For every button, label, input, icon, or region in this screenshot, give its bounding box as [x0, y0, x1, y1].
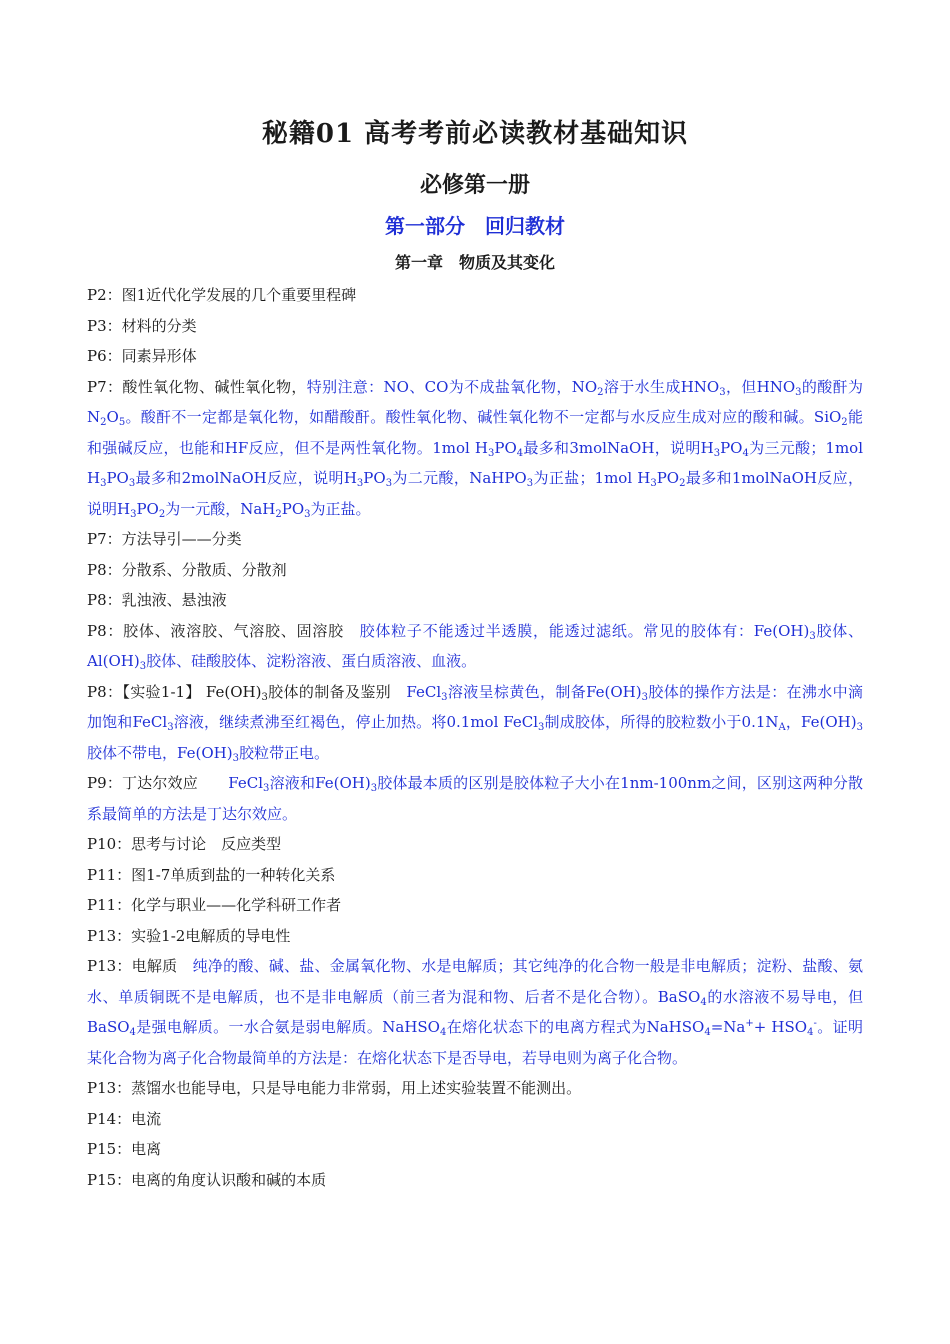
highlight-text: ，但HNO — [725, 377, 796, 396]
highlight-text: 3 — [713, 447, 721, 459]
highlight-text: =Na — [710, 1018, 746, 1036]
text-run: P15：电离的角度认识酸和碱的本质 — [87, 1170, 327, 1189]
text-run: P8：【实验1-1】 Fe(OH) — [87, 682, 262, 701]
text-run: 胶体的制备及鉴别 — [267, 682, 407, 701]
highlight-text: 2 — [158, 508, 166, 520]
highlight-text: PO — [106, 469, 129, 487]
text-run: P15：电离 — [87, 1140, 162, 1158]
highlight-text: ，Fe(OH) — [785, 713, 857, 731]
highlight-text: 胶体粒子不能透过半透膜，能透过滤纸。常见的胶体有：Fe(OH) — [359, 621, 810, 640]
highlight-text: 3 — [441, 691, 448, 703]
text-run: P8：胶体、液溶胶、气溶胶、固溶胶 — [87, 621, 360, 640]
highlight-text: 为一元酸，NaH — [165, 499, 276, 518]
highlight-text: 4 — [700, 996, 707, 1008]
highlight-text: 最多和3molNaOH，说明H — [523, 438, 714, 457]
highlight-text: 3 — [809, 630, 816, 642]
paragraph — [87, 341, 863, 372]
highlight-text: 溶液呈棕黄色，制备Fe(OH) — [447, 682, 642, 701]
highlight-text: 胶体、Al(OH) — [87, 621, 863, 670]
paragraph — [87, 1134, 863, 1165]
paragraph — [87, 860, 863, 891]
text-run: P13：蒸馏水也能导电，只是导电能力非常弱，用上述实验装置不能测出。 — [87, 1079, 582, 1097]
paragraph — [87, 768, 863, 829]
highlight-text: + — [745, 1018, 754, 1029]
highlight-text: 能和强碱反应，也能和HF反应，但不是两性氧化物。1mol H — [87, 408, 863, 457]
highlight-text: 3 — [370, 783, 378, 794]
part-heading: 第一部分 回归教材 — [385, 214, 565, 238]
highlight-text: A — [778, 722, 786, 733]
paragraph — [87, 372, 863, 525]
highlight-text: 3 — [538, 722, 545, 733]
highlight-text: 4 — [516, 447, 524, 459]
highlight-text: 3 — [385, 478, 393, 489]
highlight-text: 在熔化状态下的电离方程式为NaHSO — [446, 1018, 705, 1036]
text-run: 3 — [261, 691, 268, 703]
highlight-text: 3 — [795, 386, 802, 398]
highlight-text: 为正盐；1mol H — [533, 469, 651, 487]
text-run: P8：乳浊液、悬浊液 — [87, 591, 227, 609]
text-run: P3：材料的分类 — [87, 316, 197, 335]
highlight-text: 2 — [841, 417, 848, 428]
paragraph — [87, 585, 863, 616]
highlight-text: 5 — [118, 417, 126, 428]
highlight-text: 4 — [129, 1027, 136, 1038]
highlight-text: 4 — [439, 1027, 447, 1038]
highlight-text: 2 — [597, 386, 604, 398]
highlight-text: PO — [656, 469, 680, 487]
highlight-text: PO — [363, 469, 386, 487]
document-subtitle: 必修第一册 — [419, 172, 530, 198]
highlight-text: 3 — [719, 386, 726, 398]
highlight-text: 2 — [275, 508, 282, 520]
highlight-text: 2 — [679, 478, 686, 489]
text-run: P2：图1近代化学发展的几个重要里程碑 — [87, 286, 357, 304]
highlight-text: 溶液，继续煮沸至红褐色，停止加热。将0.1mol FeCl — [173, 713, 539, 731]
highlight-text: 为正盐。 — [310, 499, 371, 518]
paragraph — [87, 1073, 863, 1104]
highlight-text: PO — [494, 438, 517, 457]
text-run: P11：化学与职业——化学科研工作者 — [87, 896, 342, 914]
highlight-text: 最多和2molNaOH反应，说明H — [135, 469, 357, 487]
paragraph — [87, 311, 863, 342]
paragraph — [87, 1165, 863, 1196]
highlight-text: 的水溶液不易导电，但BaSO — [87, 987, 863, 1036]
highlight-text: 4 — [807, 1027, 814, 1038]
paragraph — [87, 280, 863, 311]
highlight-text: 特别注意：NO、CO为不成盐氧化物，NO — [306, 377, 598, 396]
highlight-text: 3 — [130, 508, 137, 520]
highlight-text: 。酸酐不一定都是氧化物，如醋酸酐。酸性氧化物、碱性氧化物不一定都与水反应生成对应的酸和碱。SiO — [125, 408, 842, 426]
highlight-text: PO — [136, 499, 159, 518]
text-run: P10：思考与讨论 反应类型 — [87, 835, 282, 853]
highlight-text: 3 — [167, 722, 174, 733]
paragraph — [87, 1104, 863, 1135]
highlight-text: 胶体最本质的区别是胶体粒子大小在1nm-100nm之间，区别这两种分散系最简单的方法是丁达尔效应。 — [87, 774, 863, 823]
highlight-text: + HSO — [753, 1018, 808, 1036]
highlight-text: 3 — [856, 722, 863, 733]
highlight-text: - — [813, 1018, 817, 1029]
highlight-text: 胶体、硅酸胶体、淀粉溶液、蛋白质溶液、血液。 — [146, 652, 477, 670]
text-run: P8：分散系、分散质、分散剂 — [87, 560, 287, 579]
highlight-text: 4 — [704, 1027, 711, 1038]
text-run: P7：方法导引——分类 — [87, 530, 242, 548]
paragraph — [87, 616, 863, 677]
highlight-text: FeCl — [406, 682, 442, 701]
paragraph — [87, 921, 863, 952]
highlight-text: 溶于水生成HNO — [603, 377, 720, 396]
text-run: P13：电解质 — [87, 957, 193, 975]
text-run: P7：酸性氧化物、碱性氧化物， — [87, 377, 307, 396]
highlight-text: 胶体不带电，Fe(OH) — [87, 743, 233, 762]
text-run: P14：电流 — [87, 1109, 162, 1128]
highlight-text: 3 — [650, 478, 657, 489]
highlight-text: 的酸酐为N — [87, 377, 863, 426]
paragraph — [87, 951, 863, 1073]
highlight-text: 纯净的酸、碱、盐、金属氧化物、水是电解质；其它纯净的化合物一般是非电解质；淀粉、盐酸、氨水、单质铜既不是电解质，也不是非电解质（前三者为混和物、后者不是化合物）。BaSO — [87, 957, 863, 1006]
highlight-text: PO — [281, 499, 305, 518]
highlight-text: 3 — [641, 691, 648, 703]
document-title: 秘籍01 高考考前必读教材基础知识 — [261, 119, 689, 149]
highlight-text: 为二元酸，NaHPO — [392, 469, 527, 487]
text-run: P13：实验1-2电解质的导电性 — [87, 926, 291, 945]
highlight-text: 3 — [488, 447, 495, 459]
highlight-text: 最多和1molNaOH反应，说明H — [87, 469, 864, 518]
highlight-text: 2 — [100, 417, 107, 428]
text-run: P11：图1-7单质到盐的一种转化关系 — [87, 865, 336, 884]
highlight-text: FeCl — [228, 774, 264, 792]
body-content — [87, 280, 863, 1195]
text-run: P6：同素异形体 — [87, 347, 197, 365]
highlight-text: 是强电解质。一水合氨是弱电解质。NaHSO — [135, 1018, 440, 1036]
highlight-text: 。证明某化合物为离子化合物最简单的方法是：在熔化状态下是否导电，若导电则为离子化合物。 — [87, 1018, 863, 1067]
highlight-text: 3 — [526, 478, 534, 489]
highlight-text: 3 — [263, 783, 270, 794]
paragraph — [87, 555, 863, 586]
paragraph — [87, 524, 863, 555]
highlight-text: 3 — [128, 478, 136, 489]
highlight-text: 为三元酸；1mol H — [87, 438, 863, 487]
paragraph — [87, 829, 863, 860]
highlight-text: 3 — [356, 478, 364, 489]
text-run: P9：丁达尔效应 — [87, 774, 229, 792]
highlight-text: 胶粒带正电。 — [238, 743, 329, 762]
highlight-text: 3 — [139, 661, 147, 672]
highlight-text: PO — [720, 438, 743, 457]
highlight-text: 溶液和Fe(OH) — [269, 774, 371, 792]
paragraph — [87, 677, 863, 769]
highlight-text: 3 — [304, 508, 311, 520]
chapter-heading: 第一章 物质及其变化 — [394, 253, 555, 272]
highlight-text: 胶体的操作方法是：在沸水中滴加饱和FeCl — [87, 682, 863, 731]
highlight-text: 4 — [742, 447, 749, 459]
highlight-text: O — [106, 408, 119, 426]
highlight-text: 制成胶体，所得的胶粒数小于0.1N — [544, 713, 779, 731]
paragraph — [87, 890, 863, 921]
highlight-text: 3 — [232, 752, 239, 764]
highlight-text: 3 — [100, 478, 107, 489]
